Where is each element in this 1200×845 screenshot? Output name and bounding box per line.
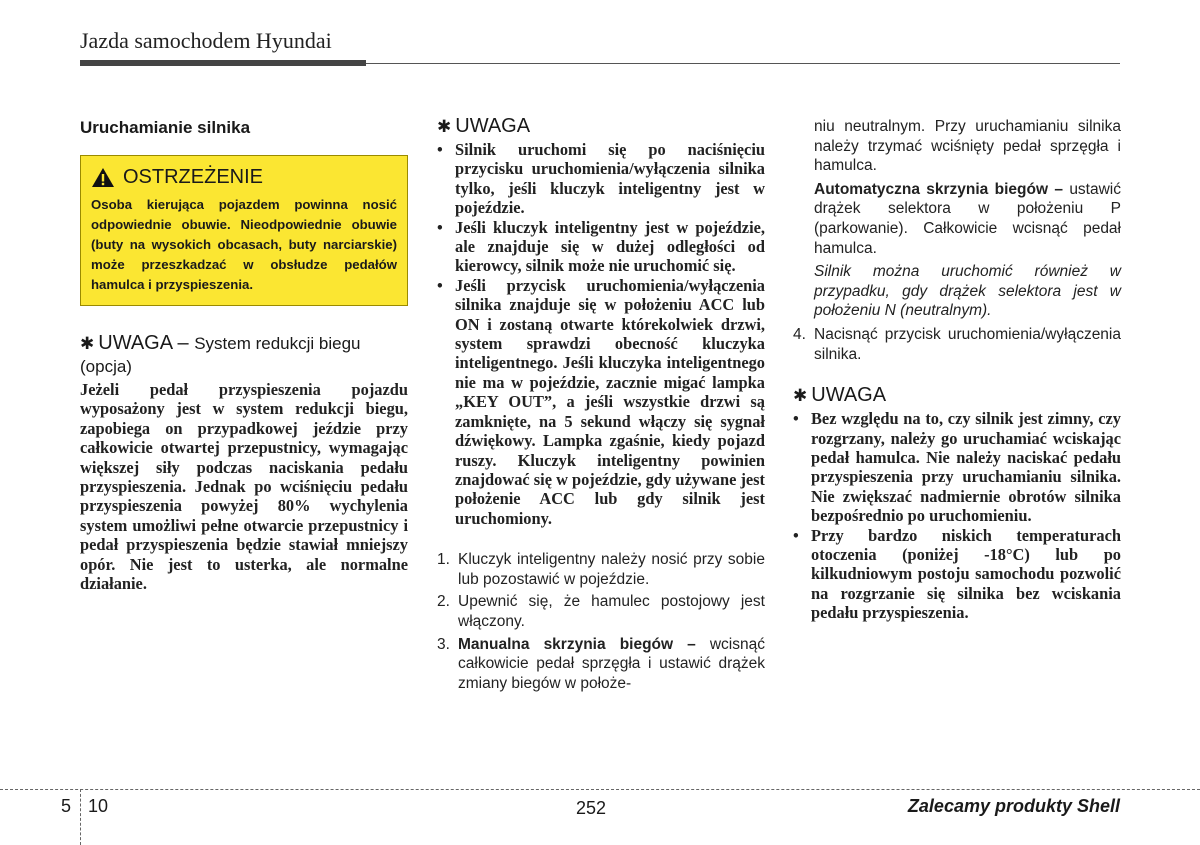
footer-tagline: Zalecamy produkty Shell xyxy=(907,796,1120,816)
asterisk-icon: ✱ xyxy=(437,117,452,137)
note-title xyxy=(80,332,408,378)
note-body: Jeżeli pedał przyspieszenia pojazdu wyposażony jest w system redukcji biegu, zapobiega on przypadkowej jeździe przy całkowicie otwartej przepustnicy, wymagając większej siły podczas naciskania pedału przyspieszenia. Jednak po wciśnięciu pedału przyspieszenia powyżej 80% wychylenia system umożliwi pełne otwarcie przepustnicy i pedał przyspieszenia będzie stawiał mniejszy opór. Nie jest to usterka, ale normalne działanie. xyxy=(80,380,408,594)
warning-box xyxy=(80,155,408,306)
list-item: • Przy bardzo niskich temperaturach otoczenia (poniżej -18°C) lub po kilkudniowym postoju samochodu pozwolić na rozgrzanie się silnika bez wciskania pedału przyspieszenia. xyxy=(793,526,1121,623)
step-number: 4. xyxy=(793,325,806,343)
automatic-gearbox xyxy=(793,180,1121,258)
header-rule-thick xyxy=(80,60,366,66)
steps-list xyxy=(793,325,1121,364)
automatic-bold: Automatyczna skrzynia biegów – xyxy=(814,180,1063,198)
steps-list xyxy=(437,550,765,693)
warning-title-row xyxy=(91,166,397,189)
automatic-text: ustawić drążek selektora w położeniu P (parkowanie). Całkowicie wcisnąć pedał hamulca. xyxy=(814,180,1121,257)
column-middle xyxy=(437,115,765,696)
warning-triangle-icon xyxy=(91,167,115,188)
step-text: Kluczyk inteligentny należy nosić przy sobie lub pozostawić w pojeździe. xyxy=(458,551,765,588)
step-number: 3. xyxy=(437,635,450,653)
list-item: • Jeśli kluczyk inteligentny jest w pojeździe, ale znajduje się w dużej odległości od kierowcy, silnik może nie uruchomić się. xyxy=(437,218,765,276)
column-right xyxy=(793,117,1121,623)
step-item xyxy=(793,325,1121,364)
note-title xyxy=(437,115,765,138)
note-title-text: UWAGA xyxy=(455,115,531,137)
footer-section-number: 5 xyxy=(61,796,72,816)
step-item xyxy=(437,592,765,631)
warning-title: OSTRZEŻENIE xyxy=(123,166,264,188)
footer-divider xyxy=(80,789,81,845)
note-title-text: UWAGA xyxy=(811,384,887,407)
note-subtitle: System redukcji biegu (opcja) xyxy=(80,334,361,376)
asterisk-icon: ✱ xyxy=(793,386,808,407)
note-start xyxy=(793,384,1121,622)
list-item: • Jeśli przycisk uruchomienia/wyłączenia silnika znajduje się w położeniu ACC lub ON i zostaną otwarte którekolwiek drzwi, system sprawdzi obecność kluczyka inteligentnego. Jeśli kluczyka inteligentnego nie ma w pojeździe, zacznie migać lampka „KEY OUT”, a jeśli wszystkie drzwi są zamknięte, na 5 sekund włączy się sygnał dźwiękowy. Lampka zgaśnie, kiedy pojazd ruszy. Kluczyk inteligentny powinien znajdować się w pojeździe, gdy używane jest położenie ACC lub gdy silnik jest uruchomiony. xyxy=(437,276,765,528)
header-title: Jazda samochodem Hyundai xyxy=(80,28,332,53)
note-title xyxy=(793,384,1121,407)
note-bullets xyxy=(437,140,765,528)
note-bullets xyxy=(793,409,1121,622)
list-item: • Silnik uruchomi się po naciśnięciu przycisku uruchomienia/wyłączenia silnika tylko, jeśli kluczyk inteligentny jest w pojeździe. xyxy=(437,140,765,218)
step-text: Upewnić się, że hamulec postojowy jest włączony. xyxy=(458,593,765,630)
step-bold: Manualna skrzynia biegów – xyxy=(458,635,696,653)
step-number: 1. xyxy=(437,551,450,569)
list-item: • Bez względu na to, czy silnik jest zimny, czy rozgrzany, należy go uruchamiać wciskając pedał hamulca. Nie należy naciskać pedału przyspieszenia przy uruchamianiu silnika. Nie zwiększać nadmiernie obrotów silnika bezpośrednio po uruchomieniu. xyxy=(793,409,1121,525)
footer-global-page: 252 xyxy=(576,798,607,818)
footer-page-number: 10 xyxy=(88,796,109,816)
step-text: wcisnąć całkowicie pedał sprzęgła i ustawić drążek zmiany biegów w położe- xyxy=(458,635,765,692)
asterisk-icon: ✱ xyxy=(80,334,95,354)
header-rule-thin xyxy=(366,63,1120,64)
note-title-text: UWAGA – xyxy=(98,332,189,354)
step-text: Nacisnąć przycisk uruchomienia/wyłączenia silnika. xyxy=(814,325,1121,363)
warning-body: Osoba kierująca pojazdem powinna nosić odpowiednie obuwie. Nieodpowiednie obuwie (buty na wysokich obcasach, buty narciarskie) może przeszkadzać w obsłudze pedałów hamulca i przyspieszenia. xyxy=(91,197,397,292)
italic-note: Silnik można uruchomić również w przypadku, gdy drążek selektora jest w położeniu N (neutralnym). xyxy=(814,263,1121,320)
note-reduction xyxy=(80,332,408,593)
column-left xyxy=(80,115,408,593)
step-number: 2. xyxy=(437,593,450,611)
section-heading: Uruchamianie silnika xyxy=(80,118,251,137)
step-item xyxy=(437,550,765,589)
step-item xyxy=(437,635,765,694)
continued-text: niu neutralnym. Przy uruchamianiu silnika należy trzymać wciśnięty pedał sprzęgła i hamulca. xyxy=(814,118,1121,175)
footer-rule xyxy=(0,789,1200,790)
